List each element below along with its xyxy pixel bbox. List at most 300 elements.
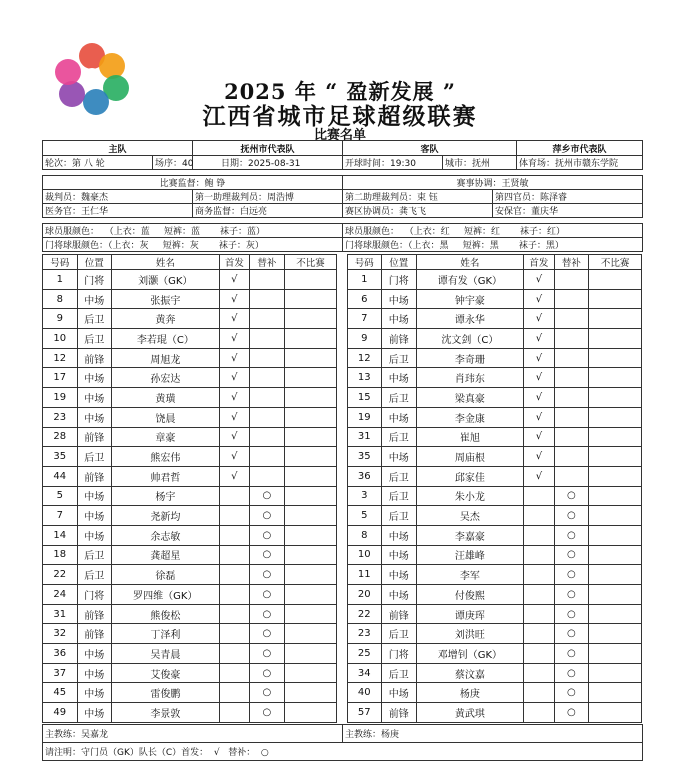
away-player-starter [524,604,554,624]
away-player-position: 中场 [382,545,417,565]
away-player-not-playing [589,368,642,388]
away-player-number: 1 [347,270,382,290]
home-player-not-playing [284,545,337,565]
home-player-number: 12 [43,348,78,368]
away-player-starter [524,545,554,565]
away-player-not-playing [589,289,642,309]
home-col-header: 不比赛 [284,255,337,270]
home-player-position: 后卫 [77,309,112,329]
away-player-not-playing [589,585,642,605]
away-player-sub [554,309,589,329]
match-sheet [42,140,642,761]
home-player-starter [219,624,249,644]
away-player-not-playing [589,525,642,545]
home-player-not-playing [284,447,337,467]
table-row [43,427,642,447]
match-info-table [42,140,643,170]
home-player-not-playing [284,585,337,605]
home-player-not-playing [284,663,337,683]
away-player-sub [554,447,589,467]
home-player-sub [250,289,285,309]
home-player-sub: ○ [250,545,285,565]
home-player-not-playing [284,407,337,427]
away-player-sub [554,407,589,427]
column-gap [337,255,347,270]
away-player-starter [524,486,554,506]
home-player-not-playing [284,624,337,644]
table-row [43,545,642,565]
column-gap [337,703,347,723]
home-col-header: 首发 [219,255,249,270]
away-player-starter: √ [524,289,554,309]
table-row [43,703,642,723]
away-player-name: 沈文剑（C） [416,329,524,349]
table-row [43,388,642,408]
away-player-sub [554,427,589,447]
table-row [43,466,642,486]
away-col-header: 号码 [347,255,382,270]
away-col-header: 不比赛 [589,255,642,270]
home-player-kit: 球员服颜色： （上衣：蓝 短裤：蓝 袜子：蓝） [43,224,343,238]
home-player-name: 丁泽利 [112,624,220,644]
home-player-starter [219,545,249,565]
table-row [43,663,642,683]
officials-table [42,175,643,218]
table-row [43,407,642,427]
away-label: 客队 [343,141,517,156]
away-player-number: 9 [347,329,382,349]
table-row [43,683,642,703]
away-player-name: 吴杰 [416,506,524,526]
home-player-starter: √ [219,407,249,427]
home-player-number: 37 [43,663,78,683]
home-player-number: 10 [43,329,78,349]
away-player-starter: √ [524,466,554,486]
away-player-starter [524,565,554,585]
away-player-position: 中场 [382,309,417,329]
away-player-number: 6 [347,289,382,309]
match-coordinator: 赛事协调：王贤敏 [343,176,643,190]
away-player-not-playing [589,506,642,526]
away-player-sub [554,466,589,486]
away-col-header: 首发 [524,255,554,270]
home-player-starter [219,506,249,526]
away-player-starter [524,644,554,664]
away-player-not-playing [589,703,642,723]
away-player-sub: ○ [554,545,589,565]
home-player-number: 23 [43,407,78,427]
away-player-position: 中场 [382,407,417,427]
assistant-referee-2: 第二助理裁判员：束 钰 [343,190,493,204]
home-player-number: 1 [43,270,78,290]
home-player-position: 中场 [77,368,112,388]
home-player-position: 中场 [77,388,112,408]
away-gk-kit: 门将球服颜色：（上衣：黑 短裤：黑 袜子：黑） [343,238,643,252]
home-player-position: 中场 [77,506,112,526]
title-line-1: 2025 年 “ 盈新发展 ” [224,79,456,104]
kickoff-time: 开球时间：19:30 [343,156,443,170]
away-player-name: 李金康 [416,407,524,427]
away-player-starter [524,585,554,605]
home-player-sub [250,309,285,329]
column-gap [337,348,347,368]
home-player-starter: √ [219,466,249,486]
away-player-number: 15 [347,388,382,408]
away-player-name: 刘洪旺 [416,624,524,644]
venue-coordinator: 赛区协调员：龚飞飞 [343,204,493,218]
home-player-name: 李景敦 [112,703,220,723]
away-player-starter: √ [524,309,554,329]
table-row [43,289,642,309]
away-player-position: 中场 [382,525,417,545]
away-player-sub [554,388,589,408]
home-player-sub: ○ [250,644,285,664]
away-player-not-playing [589,447,642,467]
away-player-not-playing [589,604,642,624]
away-player-name: 谭庚珲 [416,604,524,624]
away-player-not-playing [589,486,642,506]
away-player-not-playing [589,348,642,368]
column-gap [337,585,347,605]
home-player-starter [219,525,249,545]
away-player-number: 10 [347,545,382,565]
home-player-starter [219,663,249,683]
kits-table [42,223,643,252]
column-gap [337,644,347,664]
table-row [43,486,642,506]
home-player-starter: √ [219,447,249,467]
away-player-position: 中场 [382,289,417,309]
home-player-position: 后卫 [77,329,112,349]
security-officer: 安保官：董庆华 [493,204,643,218]
away-player-starter: √ [524,427,554,447]
column-gap [337,427,347,447]
home-player-name: 余志敏 [112,525,220,545]
home-player-position: 中场 [77,683,112,703]
match-date: 日期：2025-08-31 [193,156,343,170]
away-player-number: 5 [347,506,382,526]
home-player-sub [250,270,285,290]
table-row [43,525,642,545]
away-player-kit: 球员服颜色： （上衣：红 短裤：红 袜子：红） [343,224,643,238]
table-row [43,506,642,526]
home-player-position: 中场 [77,663,112,683]
away-player-position: 后卫 [382,624,417,644]
away-player-number: 31 [347,427,382,447]
home-player-name: 熊俊松 [112,604,220,624]
away-player-starter: √ [524,388,554,408]
home-player-position: 前锋 [77,348,112,368]
home-player-not-playing [284,486,337,506]
home-player-number: 24 [43,585,78,605]
home-player-name: 章豪 [112,427,220,447]
home-player-name: 罗四维（GK） [112,585,220,605]
away-player-name: 谭有发（GK） [416,270,524,290]
away-player-not-playing [589,624,642,644]
away-player-number: 40 [347,683,382,703]
home-player-starter: √ [219,309,249,329]
home-col-header: 替补 [250,255,285,270]
column-gap [337,289,347,309]
column-gap [337,486,347,506]
away-player-position: 中场 [382,683,417,703]
away-player-starter: √ [524,447,554,467]
away-player-starter: √ [524,348,554,368]
home-head-coach: 主教练：吴嘉龙 [43,724,343,742]
home-player-number: 28 [43,427,78,447]
fourth-official: 第四官员：陈泽睿 [493,190,643,204]
away-player-position: 后卫 [382,348,417,368]
away-player-not-playing [589,545,642,565]
away-player-not-playing [589,683,642,703]
home-player-position: 前锋 [77,427,112,447]
home-player-name: 黄璜 [112,388,220,408]
home-player-number: 18 [43,545,78,565]
home-player-name: 张振宇 [112,289,220,309]
away-col-header: 替补 [554,255,589,270]
away-player-name: 周庙根 [416,447,524,467]
home-col-header: 姓名 [112,255,220,270]
home-player-position: 中场 [77,407,112,427]
away-player-position: 后卫 [382,663,417,683]
away-player-not-playing [589,329,642,349]
table-row [43,447,642,467]
away-player-name: 黄武琪 [416,703,524,723]
column-gap [337,604,347,624]
away-player-position: 后卫 [382,466,417,486]
home-player-not-playing [284,329,337,349]
away-player-not-playing [589,388,642,408]
table-row [43,270,642,290]
home-player-sub: ○ [250,525,285,545]
away-player-sub: ○ [554,486,589,506]
away-player-number: 57 [347,703,382,723]
home-player-not-playing [284,703,337,723]
home-player-number: 31 [43,604,78,624]
home-player-name: 杨宇 [112,486,220,506]
away-player-name: 肖玮东 [416,368,524,388]
away-player-starter [524,703,554,723]
home-player-number: 45 [43,683,78,703]
home-player-not-playing [284,683,337,703]
away-player-number: 11 [347,565,382,585]
away-player-starter [524,624,554,644]
away-player-number: 19 [347,407,382,427]
away-player-position: 前锋 [382,604,417,624]
home-player-position: 后卫 [77,565,112,585]
away-player-number: 23 [347,624,382,644]
away-player-sub [554,329,589,349]
away-player-sub [554,348,589,368]
field-order: 场序：40 [153,156,193,170]
table-row [43,644,642,664]
away-player-position: 前锋 [382,703,417,723]
home-player-not-playing [284,309,337,329]
away-player-number: 36 [347,466,382,486]
home-player-number: 14 [43,525,78,545]
home-player-sub: ○ [250,565,285,585]
away-player-name: 汪雄峰 [416,545,524,565]
home-player-number: 17 [43,368,78,388]
home-player-starter: √ [219,368,249,388]
away-player-name: 杨庚 [416,683,524,703]
home-player-number: 5 [43,486,78,506]
home-player-name: 饶晨 [112,407,220,427]
away-player-position: 前锋 [382,329,417,349]
away-player-sub: ○ [554,585,589,605]
home-gk-kit: 门将球服颜色：（上衣：灰 短裤：灰 袜子：灰） [43,238,343,252]
home-player-not-playing [284,506,337,526]
away-player-not-playing [589,565,642,585]
match-supervisor: 比赛监督：鲍 铮 [43,176,343,190]
home-player-sub: ○ [250,703,285,723]
home-player-not-playing [284,270,337,290]
away-player-name: 蔡汶嘉 [416,663,524,683]
away-player-position: 中场 [382,447,417,467]
away-player-starter [524,506,554,526]
home-player-name: 尧新均 [112,506,220,526]
home-player-not-playing [284,388,337,408]
home-player-number: 36 [43,644,78,664]
home-player-not-playing [284,525,337,545]
away-player-name: 邱家佳 [416,466,524,486]
home-player-name: 刘灏（GK） [112,270,220,290]
away-player-sub: ○ [554,506,589,526]
column-gap [337,270,347,290]
home-col-header: 号码 [43,255,78,270]
away-player-name: 李奇珊 [416,348,524,368]
home-player-number: 49 [43,703,78,723]
column-gap [337,388,347,408]
home-player-name: 徐磊 [112,565,220,585]
home-player-name: 熊宏伟 [112,447,220,467]
column-gap [337,525,347,545]
away-player-name: 朱小龙 [416,486,524,506]
home-player-name: 孙宏达 [112,368,220,388]
home-player-name: 帅君哲 [112,466,220,486]
away-player-not-playing [589,663,642,683]
away-player-name: 谭永华 [416,309,524,329]
away-col-header: 位置 [382,255,417,270]
home-player-position: 前锋 [77,624,112,644]
home-player-sub [250,466,285,486]
column-gap [337,309,347,329]
home-player-position: 中场 [77,289,112,309]
home-player-number: 7 [43,506,78,526]
home-player-sub: ○ [250,663,285,683]
assistant-referee-1: 第一助理裁判员：周浩博 [193,190,343,204]
column-gap [337,447,347,467]
home-player-sub [250,407,285,427]
away-player-sub [554,368,589,388]
column-gap [337,545,347,565]
away-player-number: 20 [347,585,382,605]
city: 城市：抚州 [443,156,517,170]
away-player-not-playing [589,466,642,486]
round: 轮次：第 八 轮 [43,156,153,170]
home-player-position: 中场 [77,525,112,545]
home-player-position: 中场 [77,703,112,723]
home-player-starter [219,683,249,703]
away-player-number: 8 [347,525,382,545]
away-player-number: 3 [347,486,382,506]
away-player-position: 中场 [382,585,417,605]
away-player-not-playing [589,427,642,447]
column-gap [337,329,347,349]
home-player-number: 44 [43,466,78,486]
column-gap [337,466,347,486]
column-gap [337,506,347,526]
home-player-sub [250,388,285,408]
away-player-name: 崔旭 [416,427,524,447]
home-player-starter: √ [219,289,249,309]
away-player-sub: ○ [554,565,589,585]
home-player-sub: ○ [250,506,285,526]
away-player-starter [524,663,554,683]
away-player-sub: ○ [554,644,589,664]
home-player-name: 李若琨（C） [112,329,220,349]
title-line-2: 江西省城市足球超级联赛 [202,103,478,130]
home-player-number: 19 [43,388,78,408]
home-player-position: 门将 [77,585,112,605]
away-player-starter: √ [524,270,554,290]
away-player-starter [524,525,554,545]
away-player-position: 后卫 [382,388,417,408]
away-player-name: 付俊熙 [416,585,524,605]
away-player-name: 邓增钊（GK） [416,644,524,664]
home-player-position: 前锋 [77,466,112,486]
home-player-not-playing [284,565,337,585]
away-player-number: 25 [347,644,382,664]
table-row [43,585,642,605]
home-player-sub: ○ [250,604,285,624]
home-player-starter [219,703,249,723]
home-player-sub [250,329,285,349]
home-player-position: 后卫 [77,447,112,467]
away-player-number: 35 [347,447,382,467]
away-player-name: 李嘉豪 [416,525,524,545]
away-col-header: 姓名 [416,255,524,270]
players-table [42,254,642,723]
column-gap [337,624,347,644]
away-player-sub: ○ [554,663,589,683]
column-gap [337,683,347,703]
home-player-sub [250,447,285,467]
home-player-starter: √ [219,270,249,290]
away-player-number: 22 [347,604,382,624]
home-player-not-playing [284,604,337,624]
home-player-position: 后卫 [77,545,112,565]
home-player-sub [250,427,285,447]
home-player-starter [219,565,249,585]
away-player-not-playing [589,270,642,290]
home-player-sub [250,348,285,368]
home-player-name: 艾俊豪 [112,663,220,683]
away-player-sub [554,289,589,309]
column-gap [337,368,347,388]
title-line-3: 比赛名单 [313,128,366,143]
home-player-sub: ○ [250,585,285,605]
home-label: 主队 [43,141,193,156]
home-player-position: 前锋 [77,604,112,624]
home-player-name: 吴青晨 [112,644,220,664]
home-player-sub: ○ [250,624,285,644]
table-row [43,348,642,368]
home-player-not-playing [284,368,337,388]
away-head-coach: 主教练：杨庚 [343,724,643,742]
away-player-starter [524,683,554,703]
home-player-starter: √ [219,388,249,408]
